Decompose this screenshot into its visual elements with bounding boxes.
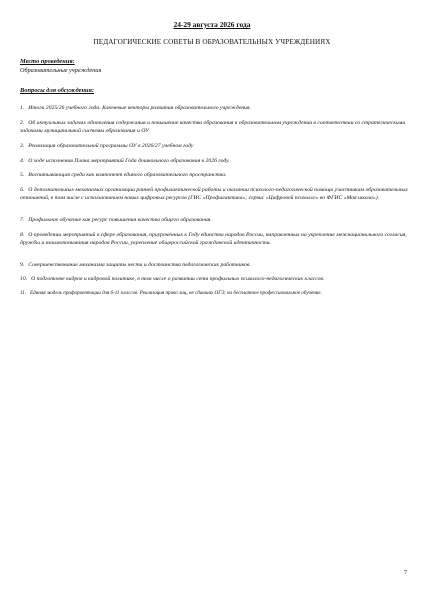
question-item-11 xyxy=(20,290,408,298)
question-item-7 xyxy=(20,216,408,224)
question-text: Реализация образовательной программы ОУ в 2026/27 учебном году xyxy=(28,143,194,149)
question-item-4 xyxy=(20,157,408,165)
event-date: 24-29 августа 2026 года xyxy=(173,20,251,29)
question-number: 9. xyxy=(20,262,25,268)
question-item-6 xyxy=(20,186,408,203)
place-value: Образовательные учреждения xyxy=(20,67,102,74)
question-item-5 xyxy=(20,171,408,179)
question-text: Итоги 2025/26 учебного года. Ключевые векторы развития образовательного учреждения. xyxy=(28,105,251,111)
question-number: 6. xyxy=(20,187,25,193)
page-number: 7 xyxy=(404,570,407,576)
question-text: Воспитывающая среда как компонент единого образовательного пространства. xyxy=(28,172,227,178)
question-number: 5. xyxy=(20,172,25,178)
question-item-1 xyxy=(20,104,408,112)
question-number: 4. xyxy=(20,158,25,164)
place-label: Место проведения: xyxy=(20,58,75,65)
question-item-3 xyxy=(20,142,408,150)
question-text: О ходе исполнения Плана мероприятий Года дошкольного образования в 2026 году. xyxy=(28,158,230,164)
questions-label: Вопросы для обсуждения: xyxy=(20,87,94,94)
question-number: 3. xyxy=(20,143,25,149)
question-text: Единая модель профориентации для 6-11 классов. Реализация право лиц, не сдавших ОГЭ, на бесплатное профессиональное обучение. xyxy=(30,290,322,296)
document-title: ПЕДАГОГИЧЕСКИЕ СОВЕТЫ В ОБРАЗОВАТЕЛЬНЫХ УЧРЕЖДЕНИЯХ xyxy=(93,38,331,46)
question-number: 8. xyxy=(20,232,25,238)
question-number: 10. xyxy=(20,276,28,282)
question-text: Профильное обучение как ресурс повышения качества общего образования. xyxy=(28,217,212,223)
question-text: О подготовке кадров и кадровой политике, в том числе о развитии сети профильных психолого-педагогических классов. xyxy=(31,276,325,282)
question-item-10 xyxy=(20,275,408,283)
question-number: 1. xyxy=(20,105,25,111)
question-item-2 xyxy=(20,119,408,136)
question-number: 7. xyxy=(20,217,25,223)
question-number: 2. xyxy=(20,120,25,126)
question-text: Совершенствование механизма защиты чести и достоинства педагогических работников. xyxy=(28,262,251,268)
question-text: Об актуальных задачах обновления содержания и повышение качества образования в образовательном учреждении в соответствии со стратегическими задачами муниципальной системы образования и ОУ xyxy=(20,120,406,135)
question-item-8 xyxy=(20,231,408,248)
question-item-9 xyxy=(20,261,408,269)
question-number: 11. xyxy=(20,290,26,296)
question-text: О проведении мероприятий в сфере образования, приуроченных к Году единства народов России, направленных на укрепление межнационального согласия, дружбы и взаимопонимания народов России, укрепление общероссийской гражданской идентичности. xyxy=(20,232,407,247)
question-text: О дополнительных механизмах организации ранней профилактической работы и оказании психолого-педагогической помощи участникам образовательных отношений, в том числе с использованием новых цифровых ресурсов (ГИС «Профилактика»; сервис «Цифровой психолог» во ФГИС «Моя школа»). xyxy=(20,187,408,202)
